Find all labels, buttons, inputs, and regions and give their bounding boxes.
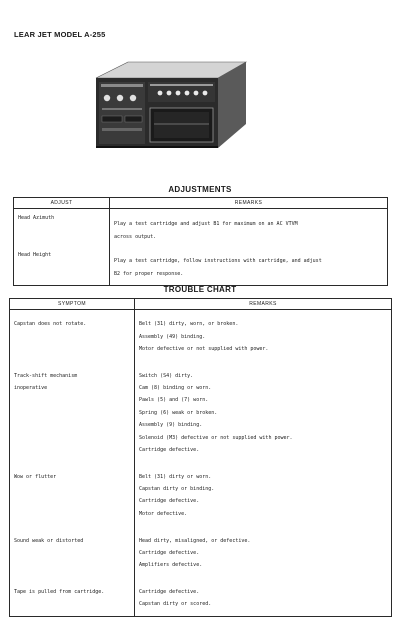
symptom-cell: Wow or flutter xyxy=(10,461,135,525)
remarks-cell: Head dirty, misaligned, or defective. Cartridge defective. Amplifiers defective. xyxy=(135,525,392,576)
symptom-cell: Capstan does not rotate. xyxy=(10,310,135,361)
table-row xyxy=(10,461,392,525)
table-row xyxy=(14,209,388,249)
table-row xyxy=(10,310,392,361)
trouble-chart-title: TROUBLE CHART xyxy=(163,285,237,294)
table-row xyxy=(10,577,392,617)
adjust-cell: Head Height xyxy=(14,248,110,286)
table-row xyxy=(14,248,388,286)
symptom-cell: Tape is pulled from cartridge. xyxy=(10,577,135,617)
remarks-column-header: REMARKS xyxy=(135,299,392,310)
remarks-cell: Cartridge defective. Capstan dirty or scored. xyxy=(135,577,392,617)
model-title: LEAR JET MODEL A-255 xyxy=(14,30,106,39)
trouble-chart-table xyxy=(9,298,392,617)
adjust-column-header: ADJUST xyxy=(14,198,110,209)
remarks-cell: Belt (31) dirty, worn, or broken. Assembly (49) binding. Motor defective or not supplied with power. xyxy=(135,310,392,361)
adjustments-table xyxy=(13,197,388,286)
symptom-column-header: SYMPTOM xyxy=(10,299,135,310)
remarks-cell: Play a test cartridge, follow instructions with cartridge, and adjust B2 for proper response. xyxy=(110,248,388,286)
remarks-cell: Switch (S4) dirty. Cam (8) binding or worn. Pawls (5) and (7) worn. Spring (6) weak or broken. Assembly (9) binding. Solenoid (M3) defective or not supplied with power. Cartridge defective. xyxy=(135,360,392,461)
symptom-cell: Track-shift mechanism inoperative xyxy=(10,360,135,461)
symptom-cell: Sound weak or distorted xyxy=(10,525,135,576)
adjust-cell: Head Azimuth xyxy=(14,209,110,249)
table-row xyxy=(10,360,392,461)
remarks-cell: Belt (31) dirty or worn. Capstan dirty or binding. Cartridge defective. Motor defective. xyxy=(135,461,392,525)
remarks-column-header: REMARKS xyxy=(110,198,388,209)
tape-player-photo xyxy=(88,60,248,152)
remarks-cell: Play a test cartridge and adjust B1 for maximum on an AC VTVM across output. xyxy=(110,209,388,249)
table-row xyxy=(10,525,392,576)
adjustments-title: ADJUSTMENTS xyxy=(168,185,232,194)
